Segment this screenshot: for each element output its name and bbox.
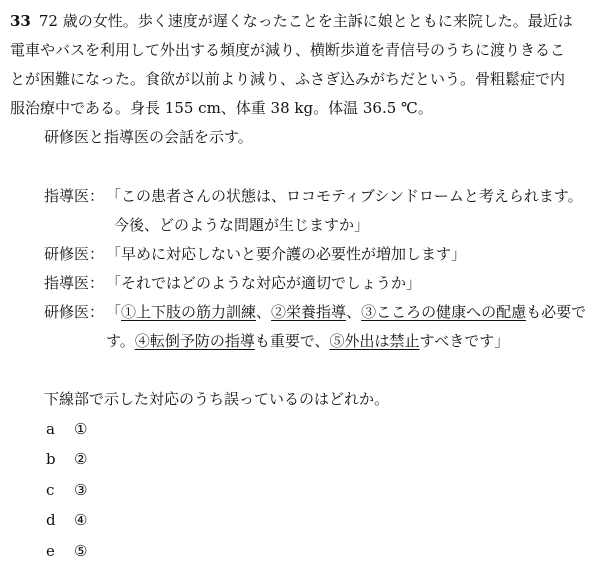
- dialog-turn-2: [44, 240, 584, 269]
- choice-letter: a: [46, 419, 55, 438]
- dialog-turn-4-cont: [44, 327, 584, 356]
- dialog-turn-4: [44, 298, 587, 327]
- choice-letter: c: [46, 480, 55, 499]
- dialog: [44, 182, 587, 356]
- speaker-label: 研修医：: [44, 245, 105, 263]
- choice-letter: d: [46, 511, 56, 530]
- speech-text: [106, 298, 586, 327]
- speech-text: [44, 327, 584, 356]
- dialog-turn-1-cont: [44, 211, 584, 240]
- speaker-label: 指導医：: [44, 187, 105, 205]
- speech-tail: も必要で: [526, 303, 587, 321]
- choice-a[interactable]: [46, 414, 87, 445]
- stem-line-1: [10, 7, 585, 36]
- choice-b[interactable]: [46, 445, 87, 476]
- question-stem: [10, 7, 585, 152]
- choice-value: ⑤: [74, 541, 88, 560]
- choice-e[interactable]: [46, 536, 87, 567]
- choice-d[interactable]: [46, 506, 87, 537]
- answer-choices: [46, 414, 87, 567]
- stem-line-4: 服治療中である。身長 155 cm、体重 38 kg。体温 36.5 ℃。: [10, 99, 433, 117]
- separator: 、: [256, 303, 272, 321]
- open-quote: 「: [106, 303, 122, 321]
- speaker-label: 研修医：: [44, 303, 105, 321]
- choice-letter: e: [46, 541, 55, 560]
- choice-value: ①: [74, 419, 88, 438]
- dialog-turn-3: [44, 269, 584, 298]
- question-prompt: 下線部で示した対応のうち誤っているのはどれか。: [44, 390, 390, 408]
- speech-text: 「この患者さんの状態は、ロコモティブシンドロームと考えられます。: [106, 187, 583, 205]
- speaker-label: 指導医：: [44, 274, 105, 292]
- dialog-turn-1: [44, 182, 584, 211]
- choice-letter: b: [46, 450, 56, 469]
- choice-c[interactable]: [46, 475, 87, 506]
- stem-line-3: とが困難になった。食欲が以前より減り、ふさぎ込みがちだという。骨粗鬆症で内: [10, 70, 566, 88]
- separator: 、: [346, 303, 362, 321]
- speech-mid: も重要で、: [254, 332, 330, 350]
- stem-text-1: 72 歳の女性。歩く速度が遅くなったことを主訴に娘とともに来院した。最近は: [38, 12, 573, 30]
- choice-value: ④: [74, 511, 88, 530]
- question-number: 33: [10, 12, 31, 30]
- speech-lead: す。: [106, 332, 135, 350]
- choice-value: ③: [74, 480, 88, 499]
- choice-value: ②: [74, 450, 88, 469]
- dialog-intro: 研修医と指導医の会話を示す。: [44, 128, 253, 146]
- speech-text: 今後、どのような問題が生じますか」: [114, 216, 370, 234]
- stem-line-2: 電車やバスを利用して外出する頻度が減り、横断歩道を青信号のうちに渡りきるこ: [10, 41, 566, 59]
- speech-tail: すべきです」: [419, 332, 510, 350]
- underlined-option-4: ④転倒予防の指導: [134, 332, 255, 350]
- speech-text: 「それではどのような対応が適切でしょうか」: [106, 274, 422, 292]
- underlined-option-1: ①上下肢の筋力訓練: [121, 303, 257, 321]
- speech-text: 「早めに対応しないと要介護の必要性が増加します」: [106, 245, 467, 263]
- underlined-option-3: ③こころの健康への配慮: [361, 303, 527, 321]
- underlined-option-5: ⑤外出は禁止: [329, 332, 420, 350]
- underlined-option-2: ②栄養指導: [271, 303, 347, 321]
